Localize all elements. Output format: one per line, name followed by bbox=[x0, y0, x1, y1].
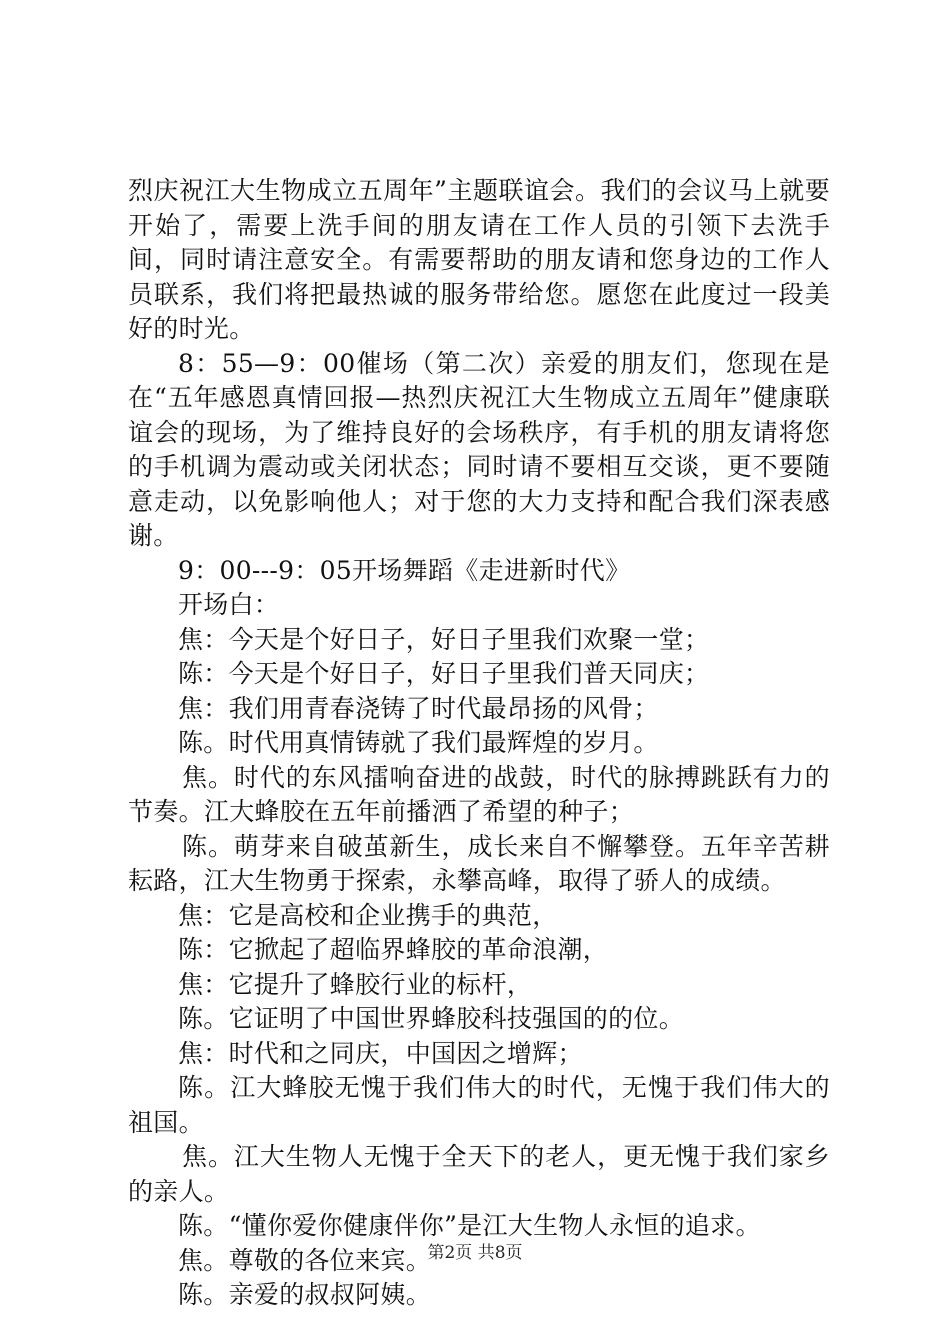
paragraph-7: 焦：我们用青春浇铸了时代最昂扬的风骨； bbox=[178, 693, 659, 723]
paragraph-10: 陈。萌芽来自破茧新生，成长来自不懈攀登。五年辛苦耕耘路，江大生物勇于探索，永攀高峰，取得了骄人的成绩。 bbox=[128, 831, 830, 895]
paragraph-1: 烈庆祝江大生物成立五周年”主题联谊会。我们的会议马上就要开始了，需要上洗手间的朋友请在工作人员的引领下去洗手间，同时请注意安全。有需要帮助的朋友请和您身边的工作人员联系，我们将把最热诚的服务带给您。愿您在此度过一段美好的时光。 bbox=[128, 176, 830, 343]
paragraph-2: 8：55—9：00催场（第二次）亲爱的朋友们，您现在是在“五年感恩真情回报—热烈庆祝江大生物成立五周年”健康联谊会的现场，为了维持良好的会场秩序，有手机的朋友请将您的手机调为震动或关闭状态；同时请不要相互交谈，更不要随意走动，以免影响他人；对于您的大力支持和配合我们深表感谢。 bbox=[128, 348, 830, 550]
page-number-footer: 第2页 共8页 bbox=[427, 1243, 523, 1263]
paragraph-20: 陈。亲爱的叔叔阿姨。 bbox=[178, 1280, 432, 1309]
paragraph-6: 陈：今天是个好日子，好日子里我们普天同庆； bbox=[178, 659, 710, 688]
paragraph-12: 陈：它掀起了超临界蜂胶的革命浪潮， bbox=[178, 935, 609, 964]
paragraph-5: 焦：今天是个好日子，好日子里我们欢聚一堂； bbox=[178, 624, 710, 654]
paragraph-13: 焦：它提升了蜂胶行业的标杆， bbox=[178, 969, 533, 999]
paragraph-14: 陈。它证明了中国世界蜂胶科技强国的的位。 bbox=[178, 1004, 685, 1033]
paragraph-3: 9：00---9：05开场舞蹈《走进新时代》 bbox=[178, 555, 631, 585]
document-body bbox=[128, 174, 830, 1313]
paragraph-15: 焦：时代和之同庆，中国因之增辉； bbox=[178, 1038, 583, 1068]
paragraph-16: 陈。江大蜂胶无愧于我们伟大的时代，无愧于我们伟大的祖国。 bbox=[128, 1073, 830, 1137]
paragraph-9: 焦。时代的东风擂响奋进的战鼓，时代的脉搏跳跃有力的节奏。江大蜂胶在五年前播洒了希望的种子； bbox=[128, 762, 830, 826]
paragraph-19: 焦。尊敬的各位来宾。 bbox=[178, 1245, 432, 1275]
paragraph-17: 焦。江大生物人无愧于全天下的老人，更无愧于我们家乡的亲人。 bbox=[128, 1142, 830, 1206]
paragraph-4: 开场白： bbox=[178, 590, 280, 619]
paragraph-18: 陈。“懂你爱你健康伴你”是江大生物人永恒的追求。 bbox=[178, 1211, 761, 1240]
paragraph-11: 焦：它是高校和企业携手的典范， bbox=[178, 900, 558, 930]
paragraph-8: 陈。时代用真情铸就了我们最辉煌的岁月。 bbox=[178, 728, 659, 757]
